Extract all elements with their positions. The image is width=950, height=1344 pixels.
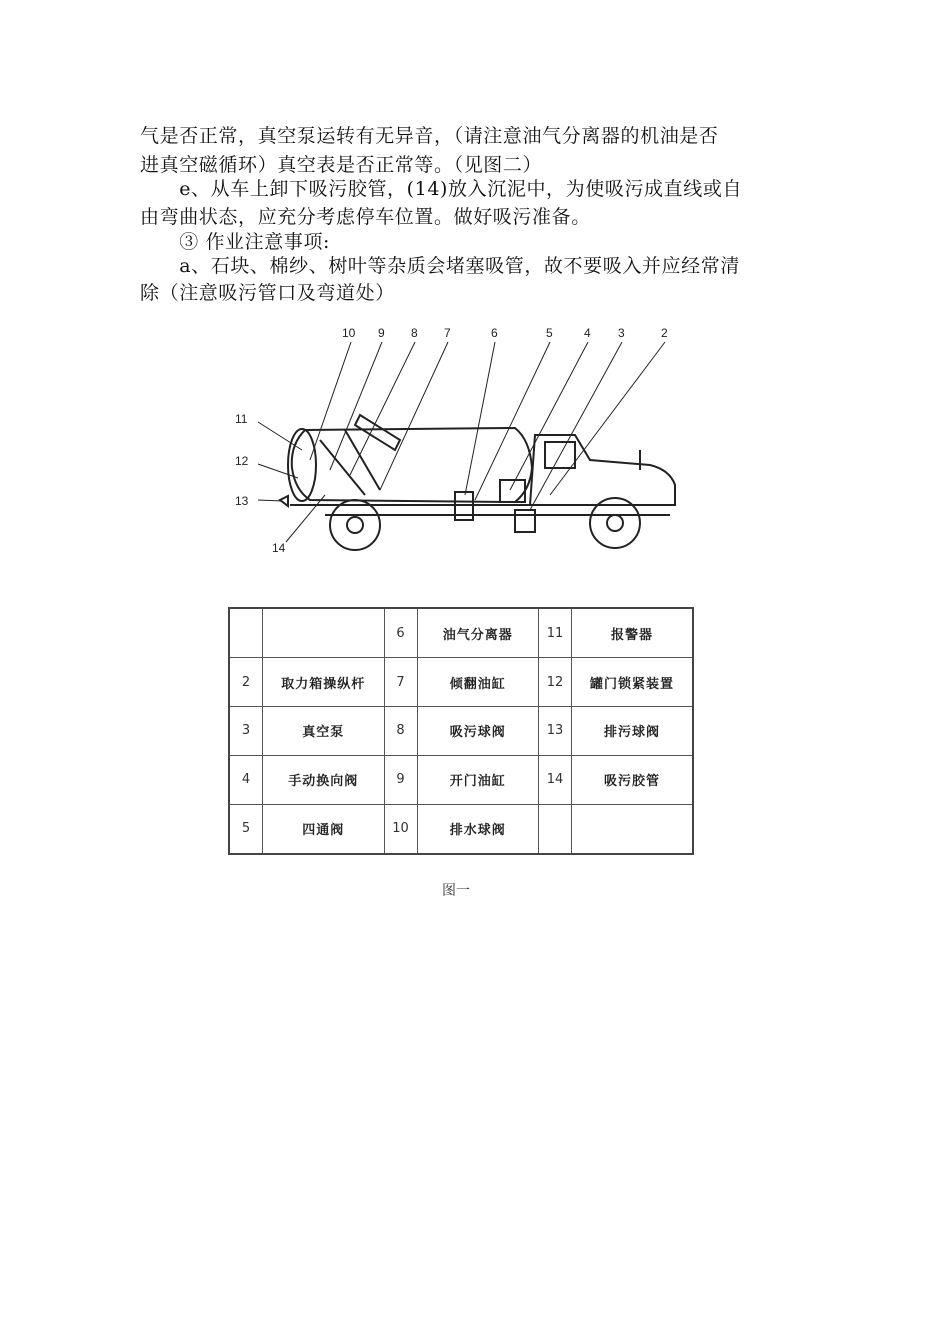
part-name: 油气分离器 xyxy=(417,608,539,658)
table-row xyxy=(229,804,693,854)
diagram-label-13: 13 xyxy=(235,494,249,508)
diagram-label-4: 4 xyxy=(584,326,591,340)
paragraph-line-4: 由弯曲状态，应充分考虑停车位置。做好吸污准备。 xyxy=(140,206,591,228)
diagram-label-8: 8 xyxy=(411,326,418,340)
table-row xyxy=(229,608,693,658)
paragraph-line-1: 气是否正常，真空泵运转有无异音，（请注意油气分离器的机油是否 xyxy=(140,125,719,147)
part-number: 11 xyxy=(539,608,572,658)
part-name: 排污球阀 xyxy=(572,707,694,756)
part-number: 5 xyxy=(229,804,263,854)
part-number: 4 xyxy=(229,755,263,804)
part-name: 吸污胶管 xyxy=(572,755,694,804)
diagram-label-5: 5 xyxy=(546,326,553,340)
diagram-label-10: 10 xyxy=(342,326,356,340)
part-name: 取力箱操纵杆 xyxy=(263,658,385,707)
table-row xyxy=(229,755,693,804)
table-row xyxy=(229,658,693,707)
paragraph-line-2: 进真空磁循环）真空表是否正常等。（见图二） xyxy=(140,154,543,176)
table-row xyxy=(229,707,693,756)
diagram-label-2: 2 xyxy=(661,326,668,340)
part-name: 手动换向阀 xyxy=(263,755,385,804)
diagram-label-9: 9 xyxy=(378,326,385,340)
part-number xyxy=(229,608,263,658)
part-number: 14 xyxy=(539,755,572,804)
part-number: 10 xyxy=(384,804,417,854)
part-number xyxy=(539,804,572,854)
part-number: 13 xyxy=(539,707,572,756)
paragraph-line-6: a、石块、棉纱、树叶等杂质会堵塞吸管，故不要吸入并应经常清 xyxy=(140,255,740,277)
part-name: 开门油缸 xyxy=(417,755,539,804)
parts-legend-table xyxy=(228,607,694,855)
part-number: 12 xyxy=(539,658,572,707)
part-number: 3 xyxy=(229,707,263,756)
paragraph-line-7: 除（注意吸污管口及弯道处） xyxy=(140,282,395,304)
part-name xyxy=(572,804,694,854)
part-number: 9 xyxy=(384,755,417,804)
diagram-label-6: 6 xyxy=(491,326,498,340)
part-number: 2 xyxy=(229,658,263,707)
part-number: 6 xyxy=(384,608,417,658)
part-name: 吸污球阀 xyxy=(417,707,539,756)
diagram-number-labels xyxy=(230,320,700,560)
diagram-label-11: 11 xyxy=(235,412,248,426)
diagram-label-3: 3 xyxy=(618,326,625,340)
figure-caption: 图一 xyxy=(442,883,470,899)
part-name: 四通阀 xyxy=(263,804,385,854)
diagram-label-12: 12 xyxy=(235,454,249,468)
paragraph-line-3: e、从车上卸下吸污胶管，(14)放入沉泥中，为使吸污成直线或自 xyxy=(140,178,743,200)
part-name: 真空泵 xyxy=(263,707,385,756)
part-name: 排水球阀 xyxy=(417,804,539,854)
part-name: 报警器 xyxy=(572,608,694,658)
diagram-label-14: 14 xyxy=(272,541,286,555)
paragraph-line-5: ③ 作业注意事项: xyxy=(140,231,331,253)
part-number: 8 xyxy=(384,707,417,756)
diagram-label-7: 7 xyxy=(444,326,451,340)
part-number: 7 xyxy=(384,658,417,707)
part-name: 倾翻油缸 xyxy=(417,658,539,707)
vacuum-truck-diagram xyxy=(230,320,700,560)
part-name: 罐门锁紧装置 xyxy=(572,658,694,707)
part-name xyxy=(263,608,385,658)
